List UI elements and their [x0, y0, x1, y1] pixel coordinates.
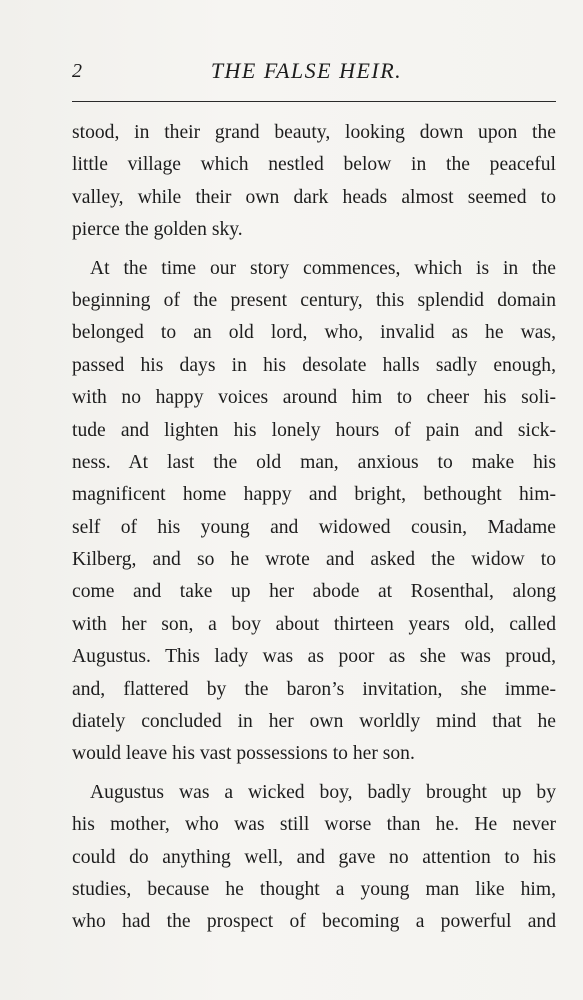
running-title: THE FALSE HEIR.	[210, 58, 403, 83]
paragraph	[72, 253, 556, 771]
text-line: belonged to an old lord, who, invalid as he was,	[72, 322, 556, 344]
text-line: Kilberg, and so he wrote and asked the widow to	[72, 549, 556, 571]
text-line: and, flattered by the baron’s invitation, she imme-	[72, 678, 556, 700]
text-line: studies, because he thought a young man like him,	[72, 878, 556, 900]
text-line: would leave his vast possessions to her son.	[72, 743, 415, 765]
text-line: passed his days in his desolate halls sadly enough,	[72, 354, 556, 376]
text-line: ness. At last the old man, anxious to make his	[72, 451, 556, 473]
text-line: his mother, who was still worse than he. He never	[72, 814, 556, 836]
paragraph	[72, 777, 556, 939]
body-text	[72, 117, 556, 939]
text-line: At the time our story commences, which is in the	[90, 257, 556, 279]
text-line: with no happy voices around him to cheer his soli-	[72, 387, 556, 409]
text-line: who had the prospect of becoming a powerful and	[72, 911, 556, 933]
text-line: diately concluded in her own worldly mind that he	[72, 711, 556, 733]
text-line: come and take up her abode at Rosenthal, along	[72, 581, 556, 603]
header-rule	[72, 101, 556, 102]
page-header	[0, 58, 583, 88]
text-line: self of his young and widowed cousin, Madame	[72, 516, 556, 538]
text-line: with her son, a boy about thirteen years old, called	[72, 613, 556, 635]
text-line: tude and lighten his lonely hours of pain and sick-	[72, 419, 556, 441]
text-line: little village which nestled below in the peaceful	[72, 154, 556, 176]
text-line: magnificent home happy and bright, bethought him-	[72, 484, 556, 506]
text-line: pierce the golden sky.	[72, 219, 243, 241]
text-line: beginning of the present century, this splendid domain	[72, 289, 556, 311]
paragraph	[72, 117, 556, 247]
text-line: Augustus. This lady was as poor as she was proud,	[72, 646, 556, 668]
text-line: stood, in their grand beauty, looking down upon the	[72, 122, 556, 143]
text-line: could do anything well, and gave no attention to his	[72, 846, 556, 868]
text-line: Augustus was a wicked boy, badly brought up by	[90, 781, 556, 803]
page-number: 2	[72, 60, 82, 82]
text-line: valley, while their own dark heads almost seemed to	[72, 186, 556, 208]
